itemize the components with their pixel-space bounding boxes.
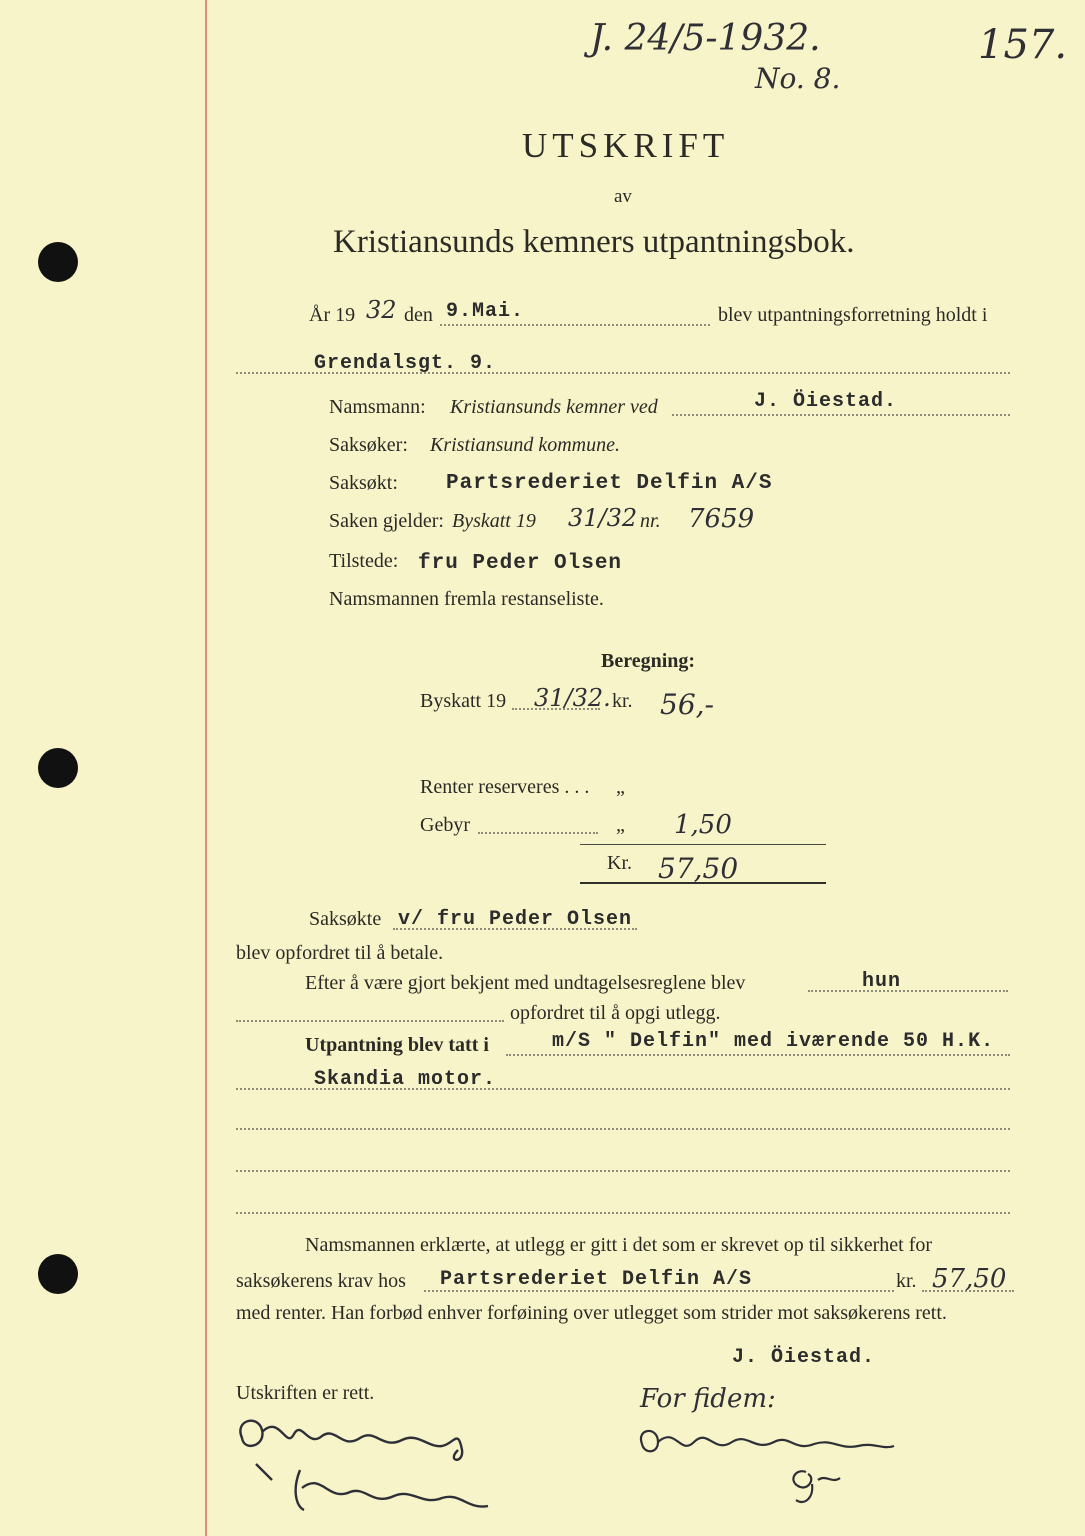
witness-note: For fidem: (640, 1384, 776, 1414)
opgi-text: opfordret til å opgi utlegg. (510, 1002, 721, 1024)
beregning-heading: Beregning: (601, 650, 696, 672)
number-note: No. 8. (755, 62, 841, 95)
declaration-kr: kr. (896, 1270, 917, 1292)
gebyr-label: Gebyr (420, 814, 470, 836)
blank-dotted-line-1 (236, 1128, 1010, 1130)
document-subtitle: Kristiansunds kemners utpantningsbok. (333, 224, 855, 260)
intro-date: 9.Mai. (446, 300, 525, 323)
byskatt-amount: 56,- (660, 688, 714, 721)
punch-hole-middle (38, 748, 78, 788)
namsmann-value: J. Öiestad. (754, 390, 898, 413)
witness-handwritten-signature (636, 1420, 906, 1530)
tilstede-label: Tilstede: (329, 550, 399, 572)
document-title: UTSKRIFT (522, 126, 730, 165)
saksokte-value: v/ fru Peder Olsen (398, 908, 633, 931)
saken-label: Saken gjelder: (329, 510, 444, 532)
saken-nr-label: nr. (640, 510, 661, 532)
namsmann-dotted-line (672, 414, 1010, 416)
declaration-line-1: Namsmannen erklærte, at utlegg er gitt i det som er skrevet op til sikkerhet for (305, 1234, 933, 1256)
intro-suffix: blev utpantningsforretning holdt i (718, 304, 988, 326)
declaration-creditor: Partsrederiet Delfin A/S (440, 1268, 753, 1291)
utskriften-text: Utskriften er rett. (236, 1382, 375, 1404)
tilstede-value: fru Peder Olsen (418, 552, 623, 575)
kemner-handwritten-signature (232, 1410, 502, 1520)
utpantning-value: m/S " Delfin" med iværende 50 H.K. (552, 1030, 995, 1053)
utpantning-value-2: Skandia motor. (314, 1068, 497, 1091)
efter-text: Efter å være gjort bekjent med undtagelsesreglene blev (305, 972, 746, 994)
opgi-dotted-line (236, 1020, 504, 1022)
gebyr-mark: „ (616, 814, 625, 836)
saken-nr: 7659 (688, 504, 755, 534)
renter-mark: „ (616, 776, 625, 798)
punch-hole-top (38, 242, 78, 282)
gebyr-dotted-line (478, 832, 598, 834)
date-dotted-line (440, 324, 710, 326)
byskatt-year: 31/32. (534, 684, 611, 712)
byskatt-kr: kr. (612, 690, 633, 712)
namsmann-label: Namsmann: (329, 396, 426, 418)
gebyr-amount: 1,50 (674, 810, 732, 840)
declaration-line-3: med renter. Han forbød enhver forføining over utlegget som strider mot saksøkerens rett. (236, 1302, 947, 1324)
saksoker-value: Kristiansund kommune. (430, 434, 620, 456)
efter-dotted-line (808, 990, 1008, 992)
saken-text: Byskatt 19 (452, 510, 536, 532)
total-amount: 57,50 (658, 852, 739, 885)
punch-hole-bottom (38, 1254, 78, 1294)
address-value: Grendalsgt. 9. (314, 352, 497, 375)
blank-dotted-line-2 (236, 1170, 1010, 1172)
saken-year: 31/32 (568, 504, 638, 532)
utpantning-label: Utpantning blev tatt i (305, 1034, 489, 1056)
saksokt-label: Saksøkt: (329, 472, 398, 494)
declaration-line-2-prefix: saksøkerens krav hos (236, 1270, 406, 1292)
total-label: Kr. (607, 852, 632, 874)
title-av: av (614, 186, 632, 207)
den-label: den (404, 304, 433, 326)
typed-signature-name: J. Öiestad. (732, 1346, 876, 1369)
restanseliste-text: Namsmannen fremla restanseliste. (329, 588, 604, 610)
declaration-amount: 57,50 (932, 1264, 1007, 1294)
intro-year: 32 (366, 296, 397, 324)
total-rule (580, 882, 826, 884)
efter-value: hun (862, 970, 902, 993)
date-note: J. 24/5-1932. (590, 18, 821, 59)
renter-label: Renter reserveres . . . (420, 776, 590, 798)
opfordret-text: blev opfordret til å betale. (236, 942, 444, 964)
saksokt-value: Partsrederiet Delfin A/S (446, 472, 773, 495)
saksokte-label: Saksøkte (309, 908, 382, 930)
page-number: 157. (978, 22, 1068, 68)
subtotal-rule (580, 844, 826, 845)
namsmann-text: Kristiansunds kemner ved (450, 396, 658, 418)
red-margin-line (205, 0, 207, 1536)
utpantning-dotted-line (506, 1054, 1010, 1056)
blank-dotted-line-3 (236, 1212, 1010, 1214)
saksoker-label: Saksøker: (329, 434, 408, 456)
ar-label: År 19 (309, 304, 356, 326)
byskatt-label: Byskatt 19 (420, 690, 507, 712)
